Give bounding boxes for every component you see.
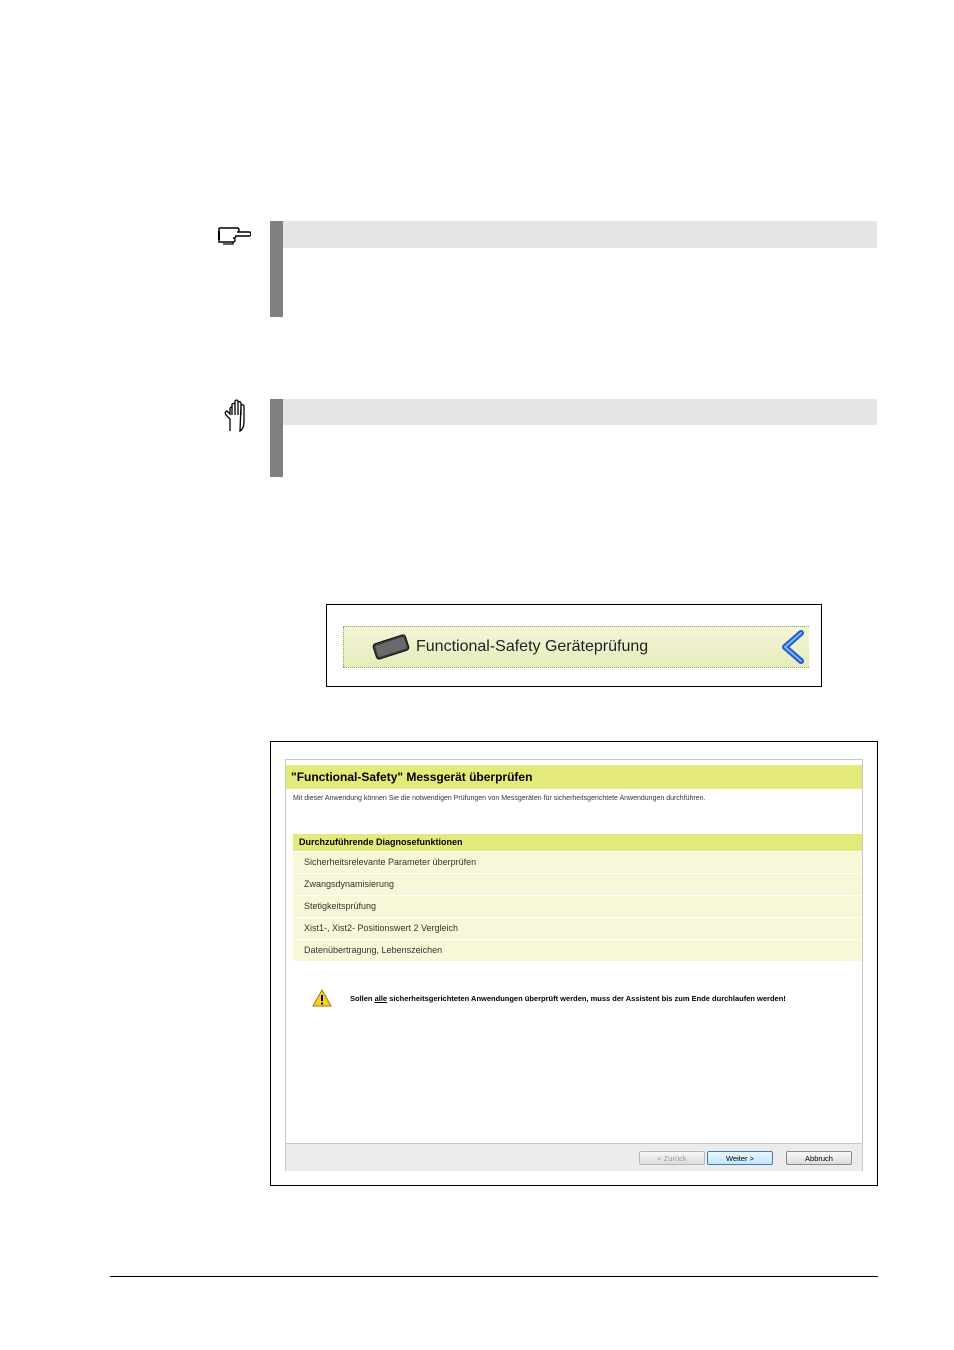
- banner-tree-line: [343, 627, 350, 667]
- list-item[interactable]: [293, 940, 862, 962]
- warning-text-before: Sollen: [350, 994, 375, 1003]
- note-bar-2: [270, 399, 283, 477]
- dialog-footer: [286, 1143, 862, 1171]
- pointing-hand-icon: [217, 222, 251, 251]
- raised-hand-icon: [222, 399, 248, 438]
- functional-safety-banner-screenshot: [326, 604, 822, 687]
- list-item[interactable]: [293, 852, 862, 874]
- dialog-screenshot: [270, 741, 878, 1186]
- collapse-chevron-icon[interactable]: [779, 630, 805, 669]
- safety-logo-icon: [371, 632, 411, 667]
- note-bar-1: [270, 221, 283, 317]
- banner-title: Functional-Safety Geräteprüfung: [416, 638, 649, 655]
- dialog-description: Mit dieser Anwendung können Sie die notwendigen Prüfungen von Messgeräten für sicherheitsgerichtete Anwendungen durchführen.: [293, 795, 706, 802]
- dialog-title-bar: [286, 765, 862, 789]
- list-item-label: Datenübertragung, Lebenszeichen: [304, 945, 443, 955]
- warning-text-emphasis: alle: [374, 994, 388, 1003]
- warning-text-after: sicherheitsgerichteten Anwendungen überprüft werden, muss der Assistent bis zum Ende durchlaufen werden!: [387, 994, 786, 1003]
- list-item-label: Stetigkeitsprüfung: [304, 901, 377, 911]
- diagnostics-header-label: Durchzuführende Diagnosefunktionen: [299, 837, 463, 847]
- list-item[interactable]: [293, 896, 862, 918]
- note-header-1: [283, 221, 877, 248]
- wizard-dialog: [285, 759, 863, 1171]
- functional-safety-banner[interactable]: [343, 626, 809, 668]
- warning-message: [350, 994, 786, 1003]
- list-item-label: Sicherheitsrelevante Parameter überprüfen: [304, 857, 477, 867]
- list-item[interactable]: [293, 874, 862, 896]
- list-item-label: Xist1-, Xist2- Positionswert 2 Vergleich: [304, 923, 459, 933]
- cancel-button[interactable]: Abbruch: [786, 1151, 852, 1165]
- list-item-label: Zwangsdynamisierung: [304, 879, 395, 889]
- warning-icon: [312, 989, 332, 1012]
- diagnostics-header: [293, 834, 862, 851]
- dialog-title: "Functional-Safety" Messgerät überprüfen: [291, 770, 533, 784]
- note-header-2: [283, 399, 877, 425]
- back-button[interactable]: < Zurück: [639, 1151, 705, 1165]
- page-footer-rule: [110, 1276, 878, 1277]
- next-button[interactable]: Weiter >: [707, 1151, 773, 1165]
- list-item[interactable]: [293, 918, 862, 940]
